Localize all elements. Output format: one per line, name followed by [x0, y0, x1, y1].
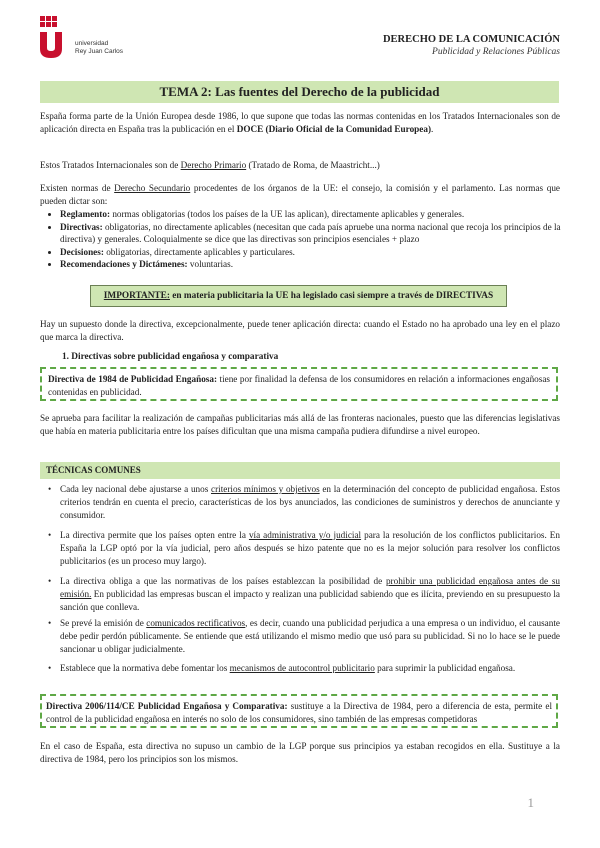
list-item — [60, 208, 580, 221]
intro-p3-end: procedentes de los órganos de la UE: el consejo, la comisión y el parlamento. Las normas que pueden dictar son: — [40, 183, 560, 206]
urjc-logo-icon — [38, 14, 72, 58]
norm-text: voluntarias. — [187, 259, 233, 270]
supuesto-paragraph: Hay un supuesto donde la directiva, excepcionalmente, puede tener aplicación directa: cuando el Estado no ha aprobado una ley en el plazo que marca la directiva. — [40, 319, 560, 342]
tecnica-key: criterios mínimos y objetivos — [211, 484, 320, 494]
directive-1984-text: tiene por finalidad la defensa de los consumidores en relación a informaciones engañosas contenidas en publicidad. — [48, 374, 550, 397]
espana-paragraph: En el caso de España, esta directiva no supuso un cambio de la LGP porque sus principios ya estaban recogidos en ella. Sustituye a la directiva de 1984, pero los principios son los mismos. — [40, 741, 560, 764]
intro-p1-end: . — [431, 124, 434, 134]
derecho-primario-term: Derecho Primario — [180, 160, 247, 170]
tecnica-text: La directiva permite que los países opten entre la — [60, 530, 249, 540]
logo-line-2: Rey Juan Carlos — [75, 48, 124, 55]
tecnica-key: prohibir una publicidad engañosa antes de su emisión. — [60, 576, 560, 599]
important-label: IMPORTANTE: — [103, 291, 170, 301]
intro-paragraph-1 — [40, 110, 560, 136]
tecnica-text: La directiva obliga a que las normativas de los países establezcan la posibilidad de — [60, 576, 386, 586]
section-heading-1: 1. Directivas sobre publicidad engañosa y comparativa — [62, 352, 279, 362]
list-item — [60, 221, 580, 246]
course-title: DERECHO DE LA COMUNICACIÓN — [382, 34, 560, 45]
norm-term: Reglamento: — [60, 209, 111, 219]
university-logo — [38, 14, 128, 58]
norm-term: Decisiones: — [60, 246, 104, 257]
norm-term: Recomendaciones y Dictámenes: — [60, 259, 188, 270]
aprueba-paragraph: Se aprueba para facilitar la realización de campañas publicitarias más allá de las fronteras nacionales, puesto que las diferencias legislativas que había en materia publicitaria entre los países dificultan que una misma campaña pudiera difundirse a nivel europeo. — [40, 413, 560, 436]
directive-2006-box — [40, 694, 558, 728]
norm-text: obligatorias, no directamente aplicables (necesitan que cada país apruebe una norma nacional que recoja los principios de la directiva) y generales. Coloquialmente se dice que las directivas son principios esenciales + plazo — [60, 221, 561, 245]
intro-p1-text: España forma parte de la Unión Europea desde 1986, lo que supone que todas las normas contenidas en los Tratados Internacionales son de aplicación directa en España tras la publicación en el — [40, 111, 560, 134]
tecnica-text: para la resolución de los conflictos publicitarios. En España la LGP optó por la vía judicial, pero años después se hizo patente que no es la mejor solución para resolver los conflictos publicitarios (es un proceso muy largo). — [60, 530, 561, 566]
list-item — [60, 617, 560, 655]
directive-2006-text: sustituye a la Directiva de 1984, pero a diferencia de esta, permite el control de la publicidad engañosa en interés no solo de los consumidores, sino también de las empresas competidoras — [46, 701, 553, 724]
directive-2006-label: Directiva 2006/114/CE Publicidad Engañosa y Comparativa: — [46, 701, 288, 711]
intro-paragraph-2 — [40, 159, 560, 172]
list-item — [60, 483, 560, 521]
intro-p2-end: (Tratado de Roma, de Maastricht...) — [246, 160, 380, 170]
program-subtitle: Publicidad y Relaciones Públicas — [432, 47, 560, 57]
directive-1984-label: Directiva de 1984 de Publicidad Engañosa: — [48, 374, 218, 384]
tecnicas-comunes-heading: TÉCNICAS COMUNES — [40, 462, 560, 479]
norm-text: obligatorias, directamente aplicables y particulares. — [103, 246, 295, 257]
tecnica-text: , es decir, cuando una publicidad perjudica a una empresa o un individuo, el causante debe pedir perdón públicamente. Se entiende que está utilizando el mismo medio que usó para su publicidad. Si no lo hace se le puede sancionar u obligar judicialmente. — [60, 618, 560, 654]
page-title-text: TEMA 2: Las fuentes del Derecho de la publicidad — [159, 84, 440, 99]
tecnica-key: vía administrativa y/o judicial — [248, 530, 362, 540]
list-item — [60, 258, 580, 271]
tecnica-text: Establece que la normativa debe fomentar los — [60, 663, 230, 673]
list-item — [60, 662, 560, 675]
page-number: 1 — [527, 795, 534, 810]
tecnica-text: para suprimir la publicidad engañosa. — [374, 663, 516, 673]
list-item — [60, 529, 560, 567]
doce-term: DOCE (Diario Oficial de la Comunidad Europea) — [236, 124, 431, 134]
tecnica-text: en la determinación del concepto de publicidad engañosa. Estos criterios tendrán en cuenta el precio, características de los bys anunciados, las condiciones de suministros y derechos de anunciante y consumidor. — [60, 484, 560, 520]
page-header — [383, 34, 560, 57]
intro-p3-text: Existen normas de — [40, 183, 115, 193]
derecho-secundario-term: Derecho Secundario — [114, 183, 191, 193]
tecnica-key: mecanismos de autocontrol publicitario — [229, 663, 375, 673]
norms-list — [40, 208, 580, 271]
tecnica-text: En publicidad las empresas buscan el impacto y realizan una publicidad sabiendo que es ilícita, previendo en su presupuesto la sanción que conlleva. — [60, 588, 560, 612]
logo-line-1: universidad — [75, 40, 109, 47]
important-callout — [90, 285, 507, 307]
norm-term: Directivas: — [60, 221, 103, 232]
directive-1984-box — [40, 367, 558, 401]
tecnica-text: Se prevé la emisión de — [60, 618, 147, 628]
page-title — [40, 81, 559, 103]
tecnica-text: Cada ley nacional debe ajustarse a unos — [60, 484, 212, 494]
tecnica-key: comunicados rectificativos — [146, 618, 246, 628]
intro-p2-text: Estos Tratados Internacionales son de — [40, 160, 181, 170]
norm-text: normas obligatorias (todos los países de la UE las aplican), directamente aplicables y generales. — [110, 209, 465, 219]
important-text: en materia publicitaria la UE ha legislado casi siempre a través de DIRECTIVAS — [169, 291, 494, 301]
list-item — [60, 246, 580, 259]
list-item — [60, 575, 560, 613]
intro-paragraph-3 — [40, 182, 560, 208]
